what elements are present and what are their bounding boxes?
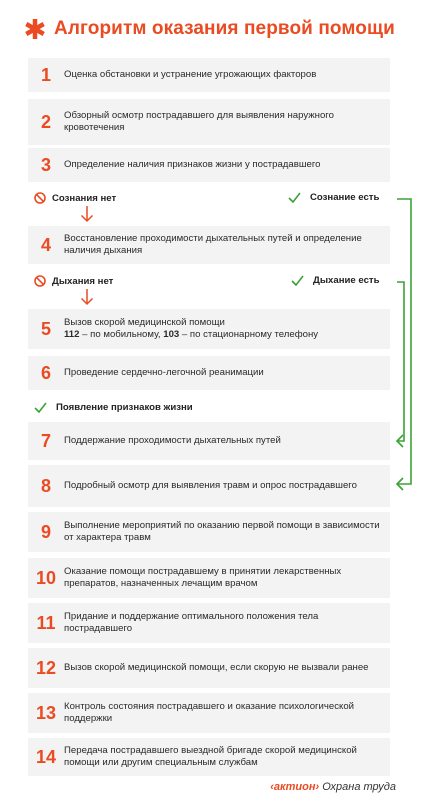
step-text: Вызов скорой медицинской помощи 112 – по мобильному, 103 – по стационарному телефону	[64, 317, 319, 340]
step-number: 5	[40, 318, 51, 339]
logo-brand: ‹актион›	[270, 781, 320, 793]
step-text: Проведение сердечно-легочной реанимации	[64, 367, 264, 378]
aktion-logo	[270, 781, 396, 793]
phone-mobile: 112	[64, 329, 80, 340]
consciousness-label: Сознание есть	[288, 192, 379, 203]
step-number: 9	[40, 521, 51, 542]
step-number: 8	[40, 475, 51, 496]
step-number: 10	[35, 567, 57, 588]
no-breathing-label: Дыхания нет	[34, 275, 113, 287]
step-number: 3	[40, 154, 51, 175]
step-text: Обзорный осмотр пострадавшего для выявления наружного кровотечения	[64, 110, 334, 133]
signs-of-life-label: Появление признаков жизни	[34, 402, 193, 413]
step-text: Оценка обстановки и устранение угрожающих факторов	[64, 69, 317, 80]
step-number: 14	[35, 746, 57, 767]
step-number: 12	[35, 657, 57, 678]
step-text: Передача пострадавшего выездной бригаде скорой медицинской помощи или другим специальным службам	[64, 745, 357, 768]
step-text: Выполнение мероприятий по оказанию первой помощи в зависимости от характера травм	[64, 520, 380, 543]
step-text: Подробный осмотр для выявления травм и опрос пострадавшего	[64, 480, 357, 491]
phone-landline: 103	[163, 329, 180, 340]
step-text: Вызов скорой медицинской помощи, если скорую не вызвали ранее	[64, 662, 369, 673]
breathing-label: Дыхание есть	[291, 275, 380, 286]
step-text: Определение наличия признаков жизни у пострадавшего	[64, 159, 321, 170]
breathing-connector	[397, 282, 404, 441]
step-number: 1	[40, 64, 51, 85]
step-text: Придание и поддержание оптимального положения тела пострадавшего	[64, 611, 319, 634]
step-text: Оказание помощи пострадавшему в принятии лекарственных препаратов, назначенных лечащим врачом	[64, 566, 342, 589]
step-number: 13	[35, 702, 57, 723]
step-number: 2	[40, 111, 51, 132]
step-number: 6	[40, 362, 51, 383]
step-number: 4	[40, 234, 51, 255]
step-text: Контроль состояния пострадавшего и оказание психологической поддержки	[64, 701, 355, 724]
no-consciousness-label: Сознания нет	[34, 192, 116, 204]
page-title: Алгоритм оказания первой помощи	[54, 18, 395, 39]
logo-product: Охрана труда	[322, 781, 396, 793]
step-text: Восстановление проходимости дыхательных путей и определение наличия дыхания	[64, 233, 362, 256]
step-text: Поддержание проходимости дыхательных путей	[64, 435, 281, 446]
step-number: 11	[36, 612, 56, 633]
step-number: 7	[40, 430, 51, 451]
